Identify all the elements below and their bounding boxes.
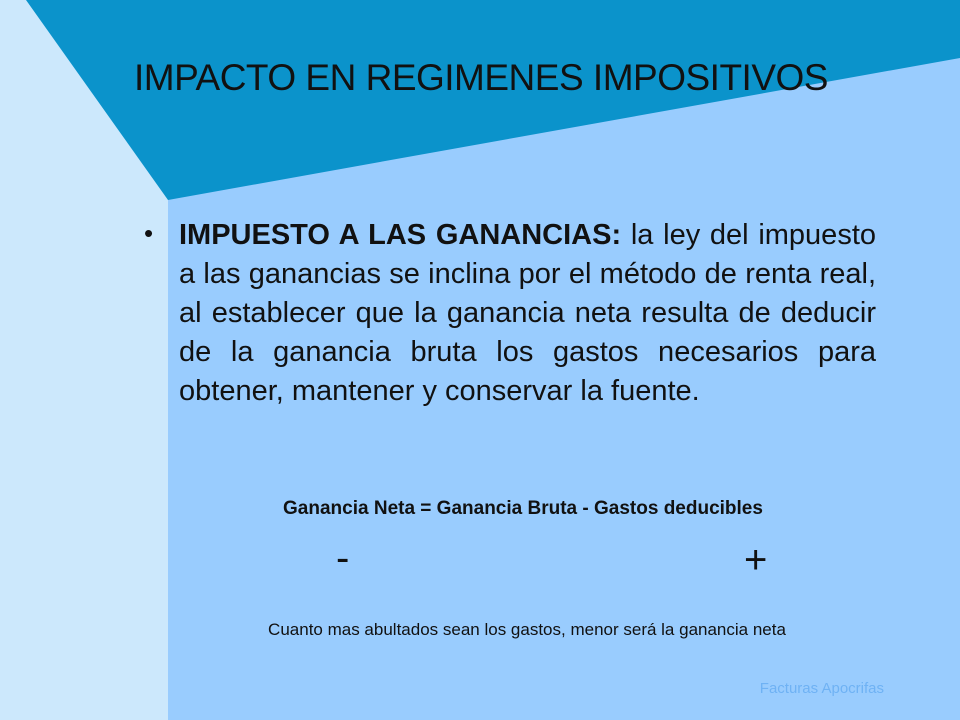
minus-sign: -	[336, 536, 350, 580]
bullet-paragraph	[179, 216, 876, 411]
bullet-item	[144, 216, 876, 411]
bullet-body: la ley del impuesto a las ganancias se inclina por el método de renta real, al establecer que la ganancia neta resulta de deducir de la ganancia bruta los gastos necesarios para obtener, mantener y conservar la fuente.	[179, 219, 876, 407]
formula: Ganancia Neta = Ganancia Bruta - Gastos deducibles	[283, 498, 763, 519]
bullet-heading: IMPUESTO A LAS GANANCIAS:	[179, 219, 622, 251]
bullet-dot: •	[144, 218, 154, 248]
plus-sign: +	[744, 538, 768, 582]
conclusion-note: Cuanto mas abultados sean los gastos, menor será la ganancia neta	[268, 620, 786, 639]
slide-title: IMPACTO EN REGIMENES IMPOSITIVOS	[134, 57, 828, 98]
footer-label: Facturas Apocrifas	[759, 680, 884, 697]
